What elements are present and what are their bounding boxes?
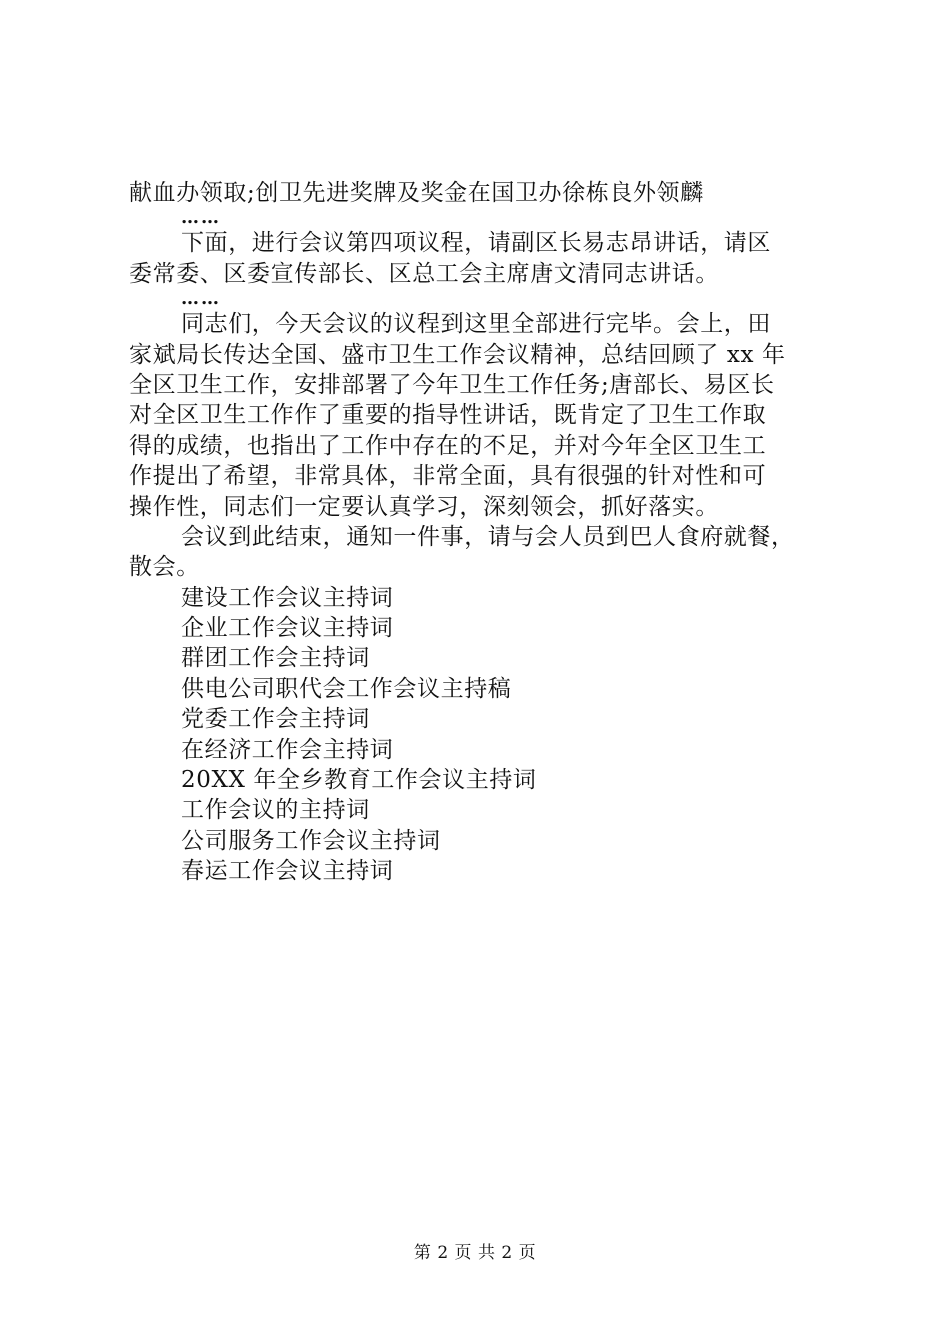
related-title: 群团工作会主持词 <box>181 645 370 672</box>
text-line: 家斌局长传达全国、盛市卫生工作会议精神，总结回顾了 xx 年 <box>129 341 786 368</box>
related-title: 供电公司职代会工作会议主持稿 <box>181 675 512 702</box>
related-title: 工作会议的主持词 <box>181 797 370 824</box>
related-title: 党委工作会主持词 <box>181 706 370 733</box>
related-title: 在经济工作会主持词 <box>181 736 394 763</box>
text-line: 操作性，同志们一定要认真学习，深刻领会，抓好落实。 <box>129 493 719 520</box>
ellipsis-line: …… <box>181 288 221 310</box>
text-line: 散会。 <box>129 554 200 581</box>
page-number-footer: 第 2 页 共 2 页 <box>413 1243 537 1263</box>
document-body <box>129 178 829 887</box>
text-line: 同志们，今天会议的议程到这里全部进行完毕。会上，田 <box>181 311 771 338</box>
ellipsis-line: …… <box>181 207 221 229</box>
related-title: 春运工作会议主持词 <box>181 858 394 885</box>
related-title: 20XX 年全乡教育工作会议主持词 <box>181 767 537 794</box>
text-line: 会议到此结束，通知一件事，请与会人员到巴人食府就餐， <box>181 523 795 550</box>
text-line: 献血办领取;创卫先进奖牌及奖金在国卫办徐栋良外领麟 <box>129 180 704 206</box>
text-line: 委常委、区委宣传部长、区总工会主席唐文清同志讲话。 <box>129 260 719 287</box>
related-title: 建设工作会议主持词 <box>181 584 394 611</box>
related-title: 公司服务工作会议主持词 <box>181 827 441 854</box>
text-line: 得的成绩，也指出了工作中存在的不足，并对今年全区卫生工 <box>129 432 767 459</box>
related-title: 企业工作会议主持词 <box>181 615 394 642</box>
text-line: 全区卫生工作，安排部署了今年卫生工作任务;唐部长、易区长 <box>129 371 775 398</box>
text-line: 下面，进行会议第四项议程，请副区长易志昂讲话，请区 <box>181 230 771 257</box>
text-line: 作提出了希望，非常具体，非常全面，具有很强的针对性和可 <box>129 463 767 490</box>
text-line: 对全区卫生工作作了重要的指导性讲话，既肯定了卫生工作取 <box>129 402 767 429</box>
